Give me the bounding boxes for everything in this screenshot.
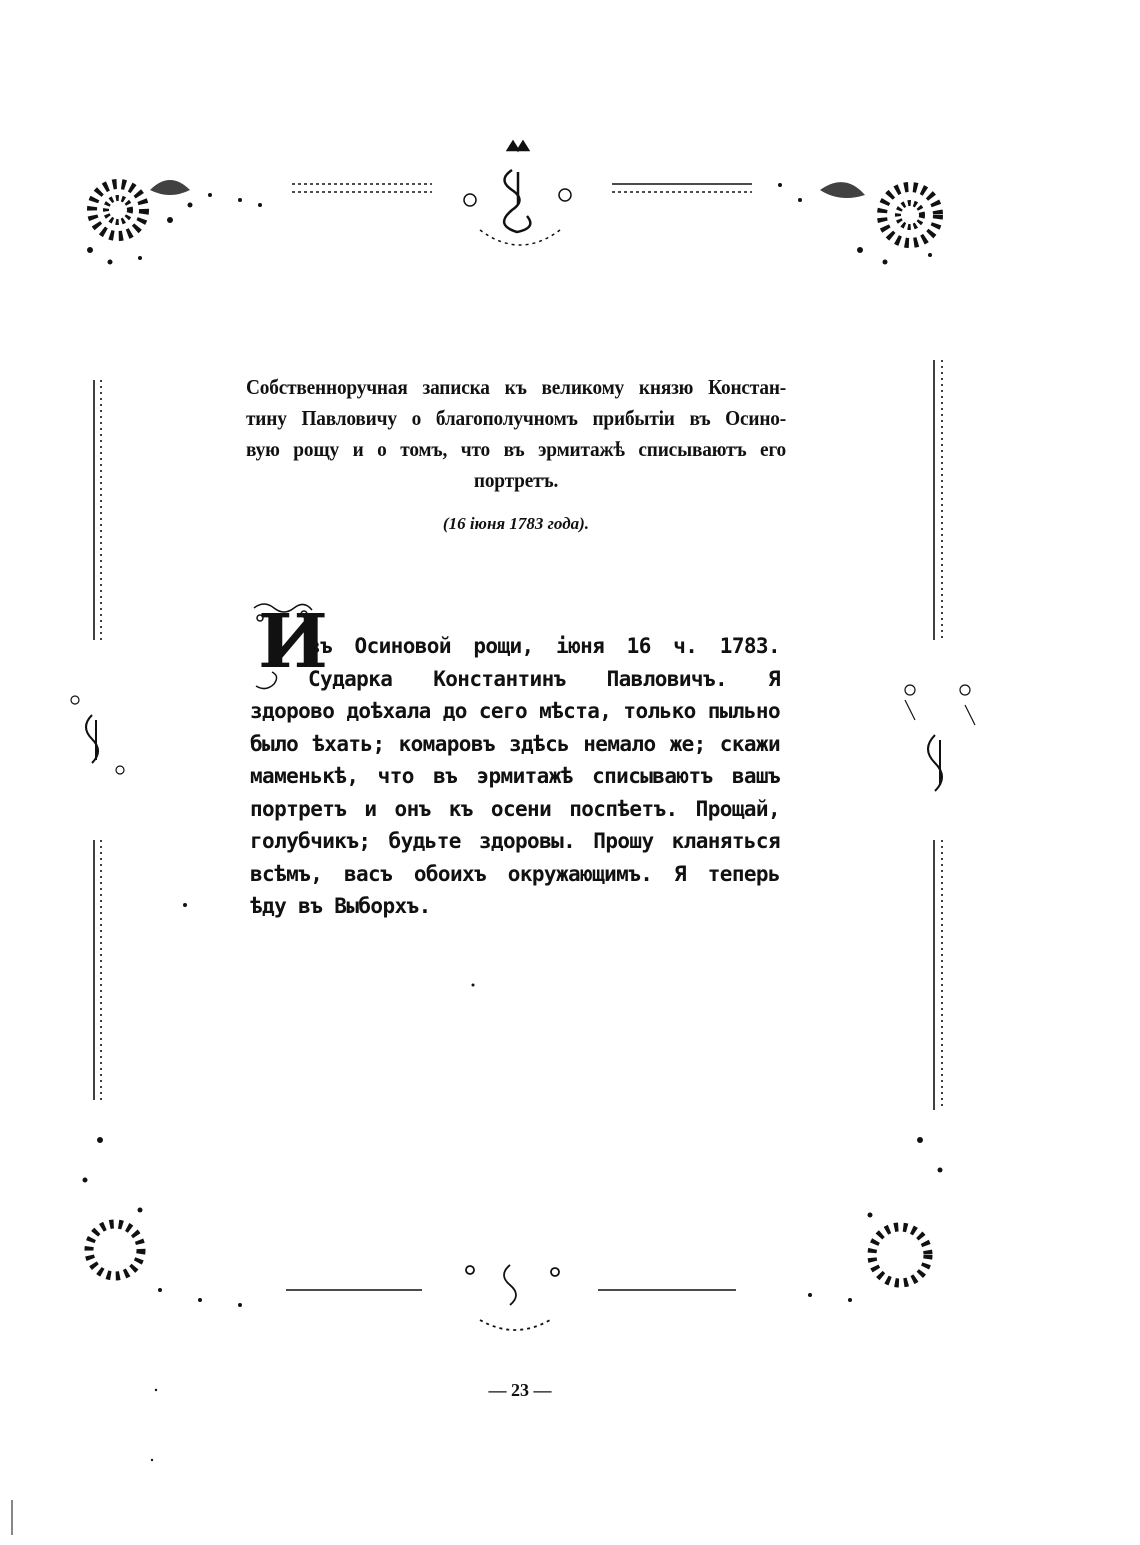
- body-line: было ѣхать; комаровъ здѣсь немало же; скажи: [250, 731, 780, 756]
- heading-line: вую рощу и о томъ, что въ эрмитажѣ списываютъ его: [246, 437, 787, 461]
- body-line: зъ Осиновой рощи, іюня 16 ч. 1783.: [308, 634, 780, 658]
- drop-cap-letter: И: [258, 599, 328, 685]
- right-monogram: [905, 685, 975, 791]
- body-line: здорово доѣхала до сего мѣста, только пыльно: [250, 699, 780, 723]
- corner-ornament-top-right: [778, 182, 938, 264]
- top-monogram: [464, 142, 571, 245]
- heading-line: Собственноручная записка къ великому князю Констан-: [246, 375, 787, 399]
- body-line: портретъ и онъ къ осени поспѣетъ. Прощай,: [250, 796, 780, 821]
- body-line: всѣмъ, васъ обоихъ окружающимъ. Я теперь: [250, 861, 780, 886]
- body-line: голубчикъ; будьте здоровы. Прошу кланяться: [250, 829, 780, 853]
- body-line: Сударка Константинъ Павловичъ. Я: [308, 666, 780, 691]
- page-number: — 23 —: [488, 1380, 552, 1400]
- letter-heading: [246, 372, 786, 496]
- heading-line: тину Павловичу о благополучномъ прибытіи въ Осино-: [246, 406, 787, 430]
- corner-ornament-bottom-left: [83, 1137, 243, 1307]
- body-line: маменькѣ, что въ эрмитажѣ списываютъ вашъ: [250, 764, 780, 788]
- body-line: ѣду въ Выборхъ.: [250, 894, 431, 918]
- bottom-monogram: [466, 1265, 559, 1330]
- corner-ornament-top-left: [87, 180, 262, 265]
- letter-date: (16 іюня 1783 года).: [442, 514, 590, 533]
- left-monogram: [71, 696, 124, 774]
- heading-line: портретъ.: [473, 468, 559, 492]
- corner-ornament-bottom-right: [808, 1137, 943, 1302]
- letter-body: [250, 630, 780, 923]
